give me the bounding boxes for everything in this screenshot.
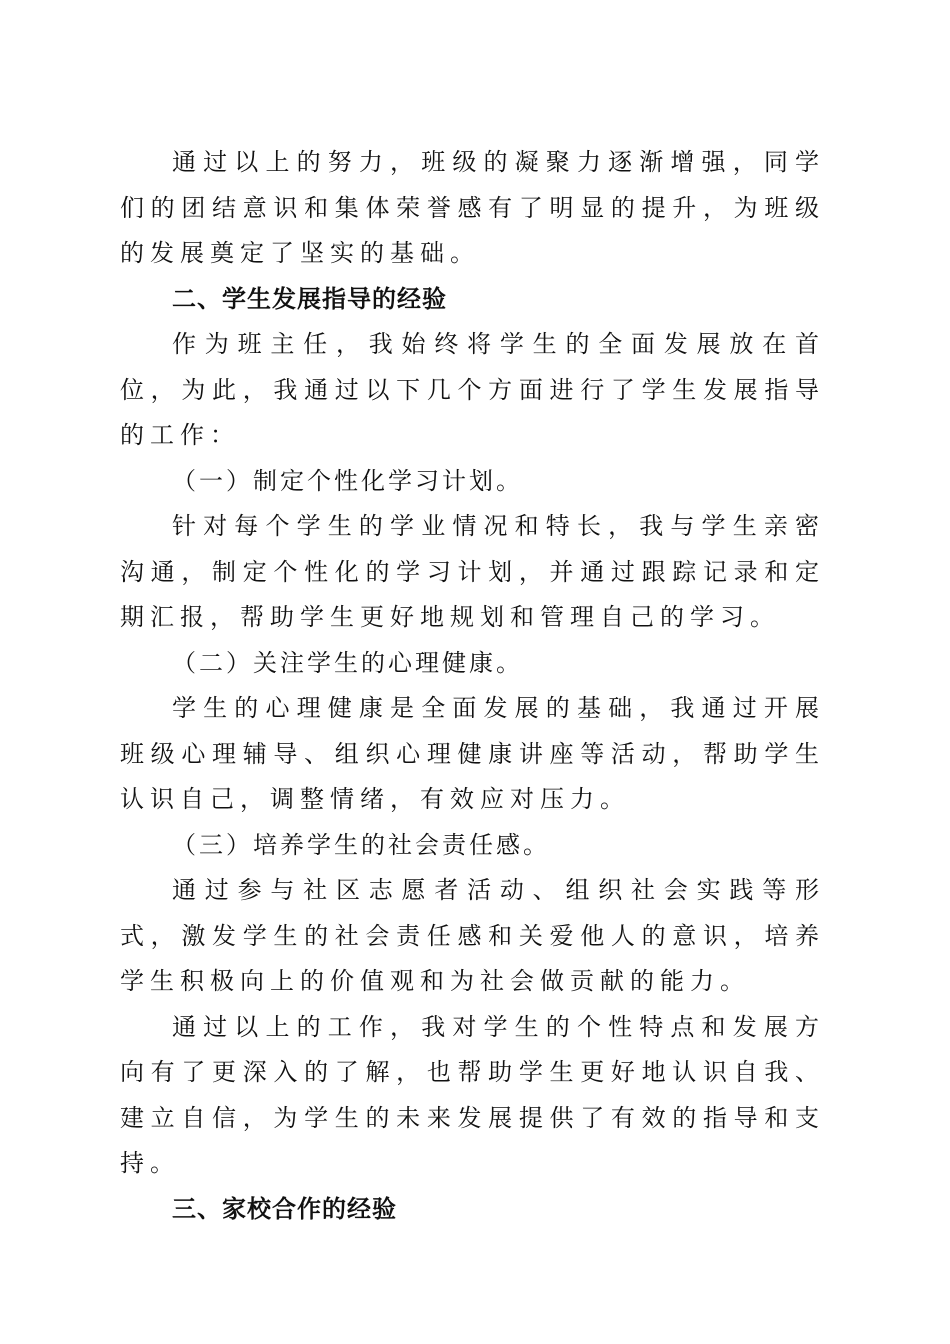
paragraph-development-intro: 作为班主任，我始终将学生的全面发展放在首位，为此，我通过以下几个方面进行了学生发展指导的工作：	[120, 330, 825, 449]
section-heading-home-school-cooperation: 三、家校合作的经验	[172, 1194, 397, 1223]
paragraph-class-cohesion-result: 通过以上的努力，班级的凝聚力逐渐增强，同学们的团结意识和集体荣誉感有了明显的提升，为班级的发展奠定了坚实的基础。	[120, 148, 825, 267]
document-body	[120, 140, 825, 1232]
section-heading-student-development: 二、学生发展指导的经验	[172, 284, 447, 313]
subheading-social-responsibility: （三）培养学生的社会责任感。	[172, 830, 550, 859]
paragraph-mental-health: 学生的心理健康是全面发展的基础，我通过开展班级心理辅导、组织心理健康讲座等活动，帮助学生认识自己，调整情绪，有效应对压力。	[120, 694, 825, 813]
paragraph-development-summary: 通过以上的工作，我对学生的个性特点和发展方向有了更深入的了解，也帮助学生更好地认识自我、建立自信，为学生的未来发展提供了有效的指导和支持。	[120, 1012, 825, 1177]
paragraph-social-responsibility: 通过参与社区志愿者活动、组织社会实践等形式，激发学生的社会责任感和关爱他人的意识，培养学生积极向上的价值观和为社会做贡献的能力。	[120, 876, 825, 995]
subheading-personalized-plan: （一）制定个性化学习计划。	[172, 466, 523, 495]
subheading-mental-health: （二）关注学生的心理健康。	[172, 648, 523, 677]
paragraph-personalized-plan: 针对每个学生的学业情况和特长，我与学生亲密沟通，制定个性化的学习计划，并通过跟踪记录和定期汇报，帮助学生更好地规划和管理自己的学习。	[120, 512, 825, 631]
